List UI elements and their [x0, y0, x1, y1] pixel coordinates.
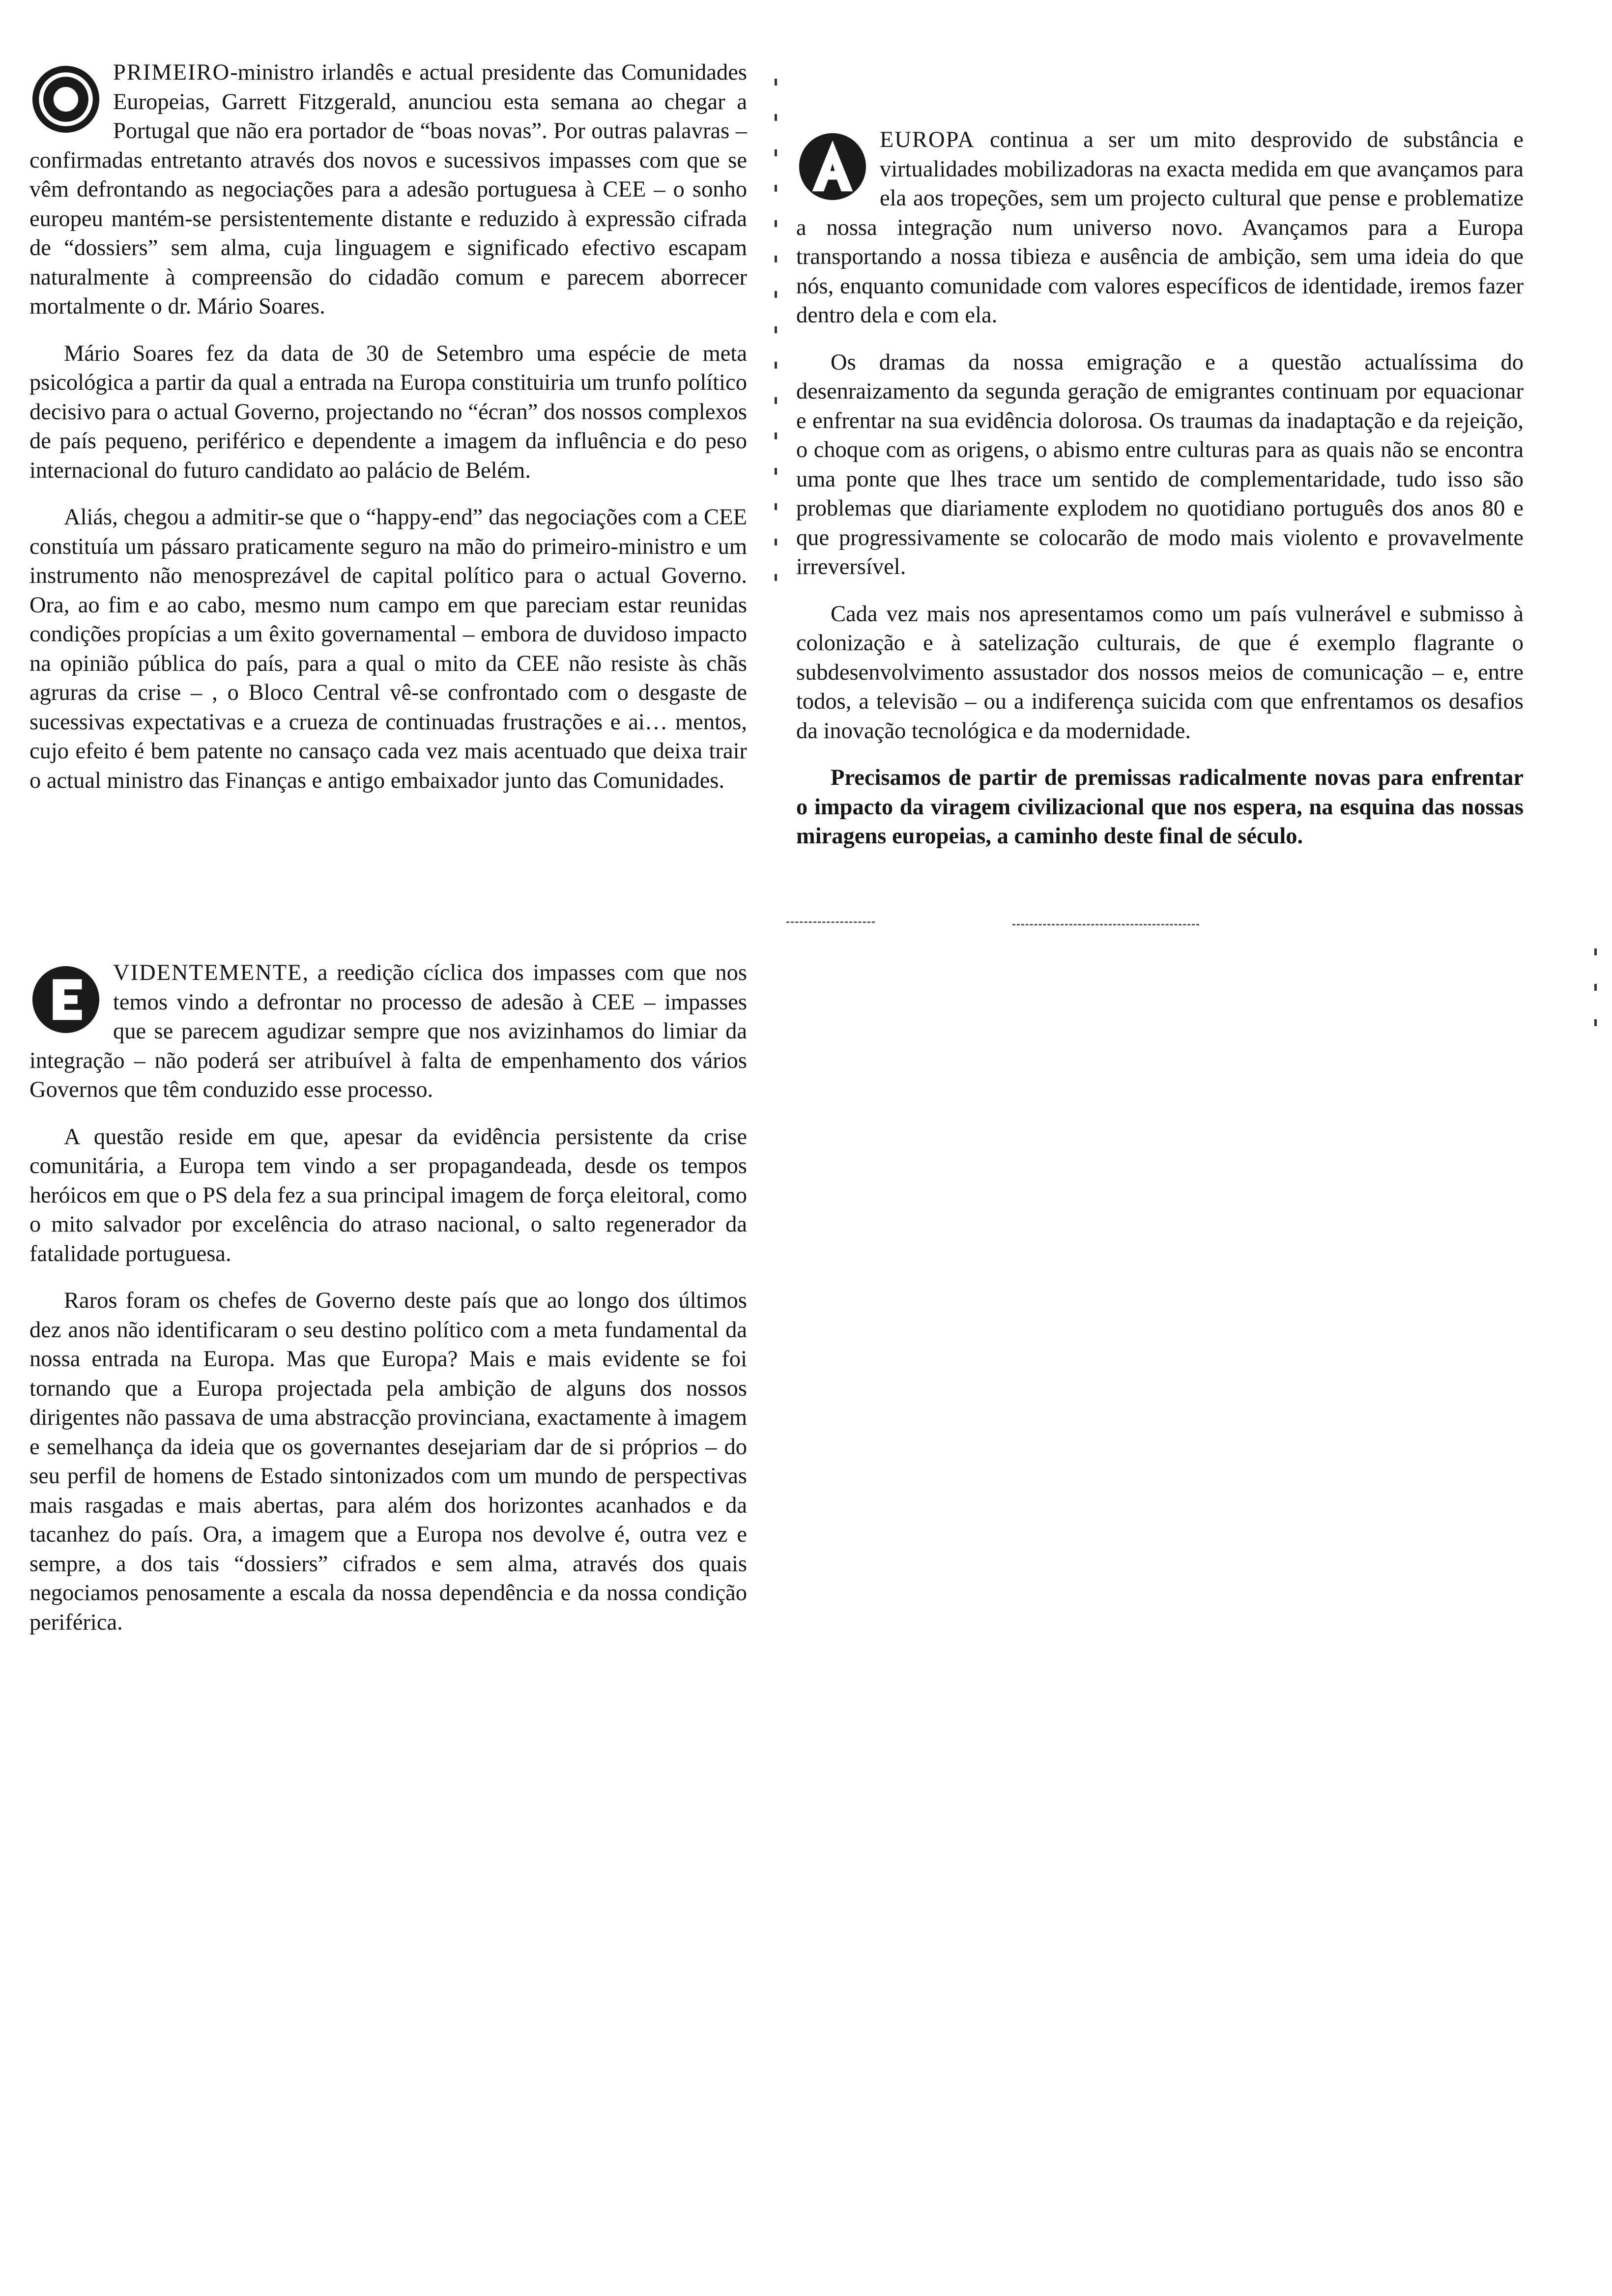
- article-a-lead-text: -ministro irlandês e actual presidente das Comunidades Europeias, Garrett Fitzgerald, anunciou esta semana ao chegar a Portugal que não era portador de “boas novas”. Por outras palavras – confirmadas entretanto através dos novos e sucessivos impasses com que se vêm defrontando as negociações para a adesão portuguesa à CEE – o sonho europeu mantém-se persistentemente distante e reduzido à expressão cifrada de “dossiers” sem alma, cuja linguagem e significado efectivo escapam naturalmente à compreensão do cidadão comum e parecem aborrecer mortalmente o dr. Mário Soares.: [29, 60, 747, 319]
- article-b-lead-text: , a reedição cíclica dos impasses com que nos temos vindo a defrontar no processo de adesão à CEE – impasses que se parecem agudizar sempre que nos avizinhamos do limiar da integração – não poderá ser atribuível à falta de empenhamento dos vários Governos que têm conduzido esse processo.: [29, 960, 747, 1102]
- article-c-paragraph-1: [796, 125, 1524, 330]
- article-a-paragraph-2: Mário Soares fez da data de 30 de Setembro uma espécie de meta psicológica a partir da qual a entrada na Europa constituiria um trunfo político decisivo para o actual Governo, projectando no “écran” dos nossos complexos de país pequeno, periférico e dependente a imagem da influência e do peso internacional do futuro candidato ao palácio de Belém.: [29, 341, 747, 483]
- dropcap-o-icon: [29, 63, 102, 136]
- article-europa: [796, 125, 1524, 869]
- article-b-paragraph-2: A questão reside em que, apesar da evidência persistente da crise comunitária, a Europa tem vindo a ser propagandeada, desde os tempos heróicos em que o PS dela fez a sua principal imagem de força eleitoral, como o mito salvador por excelência do atraso nacional, o salto regenerador da fatalidade portuguesa.: [29, 1124, 747, 1266]
- end-rule-left: [786, 921, 875, 923]
- article-c-paragraph-4: Precisamos de partir de premissas radicalmente novas para enfrentar o impacto da viragem civilizacional que nos espera, na esquina das nossas miragens europeias, a caminho deste final de século.: [796, 765, 1524, 849]
- article-a-paragraph-3: Aliás, chegou a admitir-se que o “happy-end” das negociações com a CEE constituía um pássaro praticamente seguro na mão do primeiro-ministro e um instrumento não menosprezável de capital político para o actual Governo. Ora, ao fim e ao cabo, mesmo num campo em que pareciam estar reunidas condições propícias a um êxito governamental – embora de duvidoso impacto na opinião pública do país, para a qual o mito da CEE não resiste às chãs agruras da crise – , o Bloco Central vê-se confrontado com o desgaste de sucessivas expectativas e a crueza de continuadas frustrações e ai… mentos, cujo efeito é bem patente no cansaço cada vez mais acentuado que deixa trair o actual ministro das Finanças e antigo embaixador junto das Comunidades.: [29, 505, 747, 793]
- article-a-paragraph-1: [29, 58, 747, 321]
- dropcap-a-icon: [796, 130, 869, 203]
- article-b-paragraph-3: Raros foram os chefes de Governo deste país que ao longo dos últimos dez anos não identificaram o seu destino político com a meta fundamental da nossa entrada na Europa. Mas que Europa? Mais e mais evidente se foi tornando que a Europa projectada pela ambição de alguns dos nossos dirigentes não passava de uma abstracção provinciana, exactamente à imagem e semelhança da ideia que os governantes desejariam dar de si próprios – do seu perfil de homens de Estado sintonizados com um mundo de perspectivas mais rasgadas e mais abertas, para além dos horizontes acanhados e da tacanhez do país. Ora, a imagem que a Europa nos devolve é, outra vez e sempre, a dos tais “dossiers” cifrados e sem alma, através dos quais negociamos penosamente a escala da nossa dependência e da nossa condição periférica.: [29, 1288, 747, 1635]
- article-c-paragraph-2: Os dramas da nossa emigração e a questão actualíssima do desenraizamento da segunda geração de emigrantes continuam por equacionar e enfrentar na sua evidência dolorosa. Os traumas da inadaptação e da rejeição, o choque com as origens, o abismo entre culturas para as quais não se encontra uma ponte que lhes trace um sentido de complementaridade, tudo isso são problemas que diariamente explodem no quotidiano português dos anos 80 e que progressivamente se colocarão de modo mais violento e provavelmente irreversível.: [796, 349, 1524, 579]
- dropcap-e-icon: [29, 963, 102, 1036]
- column-divider-specks: [775, 79, 778, 609]
- article-primeiro-ministro: [29, 58, 747, 813]
- article-a-lead-caps: PRIMEIRO: [113, 60, 230, 85]
- article-c-lead-text: continua a ser um mito desprovido de substância e virtualidades mobilizadoras na exacta medida em que avançamos para ela aos tropeções, sem um projecto cultural que pense e problematize a nossa integração num universo novo. Avançamos para a Europa transportando a nossa tibieza e ausência de ambição, sem uma ideia do que nós, enquanto comunidade com valores específicos de identidade, iremos fazer dentro dela e com ela.: [796, 127, 1524, 328]
- article-c-paragraph-3: Cada vez mais nos apresentamos como um país vulnerável e submisso à colonização e à satelização culturais, de que é exemplo flagrante o subdesenvolvimento assustador dos nossos meios de comunicação – e, entre todos, a televisão – ou a indiferença suicida com que enfrentamos os desafios da inovação tecnológica e da modernidade.: [796, 601, 1524, 744]
- article-c-lead-caps: EUROPA: [880, 127, 975, 152]
- end-rule-right: [1012, 924, 1199, 925]
- article-evidentemente: [29, 958, 747, 1655]
- article-b-paragraph-1: [29, 958, 747, 1105]
- article-b-lead-caps: VIDENTEMENTE: [113, 960, 303, 985]
- margin-specks: [1594, 948, 1598, 1055]
